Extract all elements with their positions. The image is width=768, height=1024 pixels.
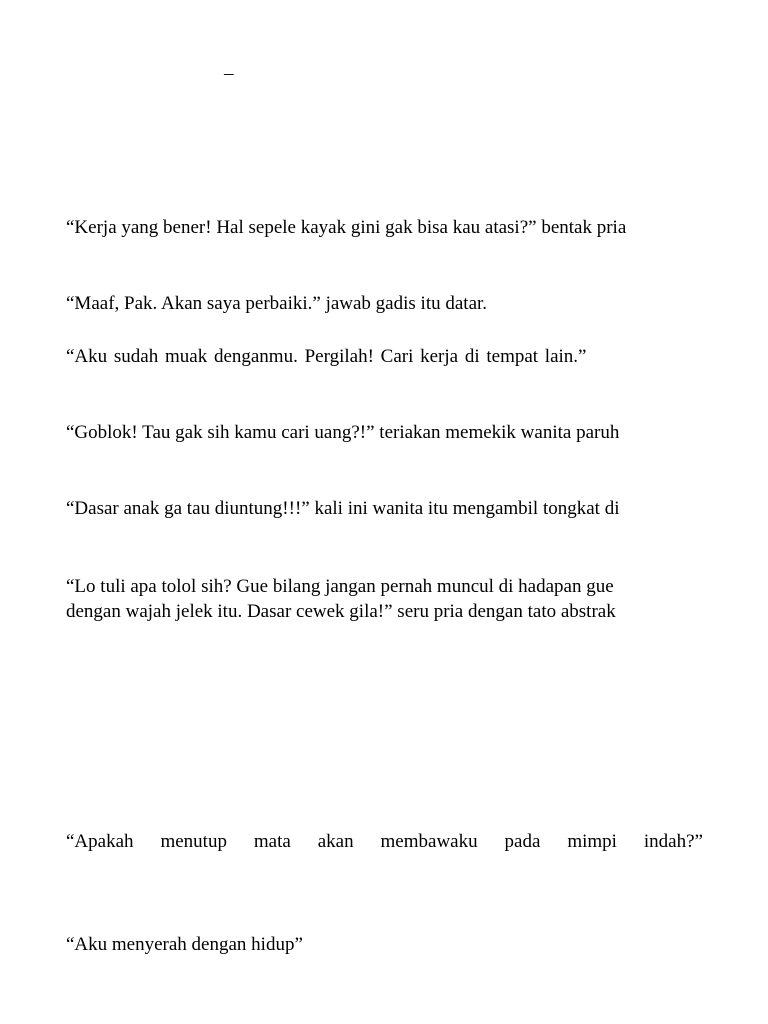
paragraph-menyerah: “Aku menyerah dengan hidup” xyxy=(66,934,303,955)
dash-mark: – xyxy=(224,63,234,84)
word: membawaku xyxy=(380,831,478,852)
paragraph-dasar-anak: “Dasar anak ga tau diuntung!!!” kali ini wanita itu mengambil tongkat di xyxy=(66,498,620,519)
paragraph-lo-tuli-line-2: dengan wajah jelek itu. Dasar cewek gila!” seru pria dengan tato abstrak xyxy=(66,601,616,622)
paragraph-goblok: “Goblok! Tau gak sih kamu cari uang?!” teriakan memekik wanita paruh xyxy=(66,422,620,443)
paragraph-apakah xyxy=(66,830,703,854)
paragraph-lo-tuli-line-1: “Lo tuli apa tolol sih? Gue bilang jangan pernah muncul di hadapan gue xyxy=(66,576,614,597)
paragraph-muak: “Aku sudah muak denganmu. Pergilah! Cari kerja di tempat lain.” xyxy=(66,346,587,367)
word: akan xyxy=(317,831,354,852)
word: mata xyxy=(253,831,291,852)
word: pada xyxy=(504,831,541,852)
word: mimpi xyxy=(567,831,617,852)
paragraph-kerja: “Kerja yang bener! Hal sepele kayak gini gak bisa kau atasi?” bentak pria xyxy=(66,217,627,238)
word: menutup xyxy=(160,831,227,852)
paragraph-maaf: “Maaf, Pak. Akan saya perbaiki.” jawab gadis itu datar. xyxy=(66,293,488,314)
word: indah?” xyxy=(643,831,703,852)
word: “Apakah xyxy=(66,831,134,852)
